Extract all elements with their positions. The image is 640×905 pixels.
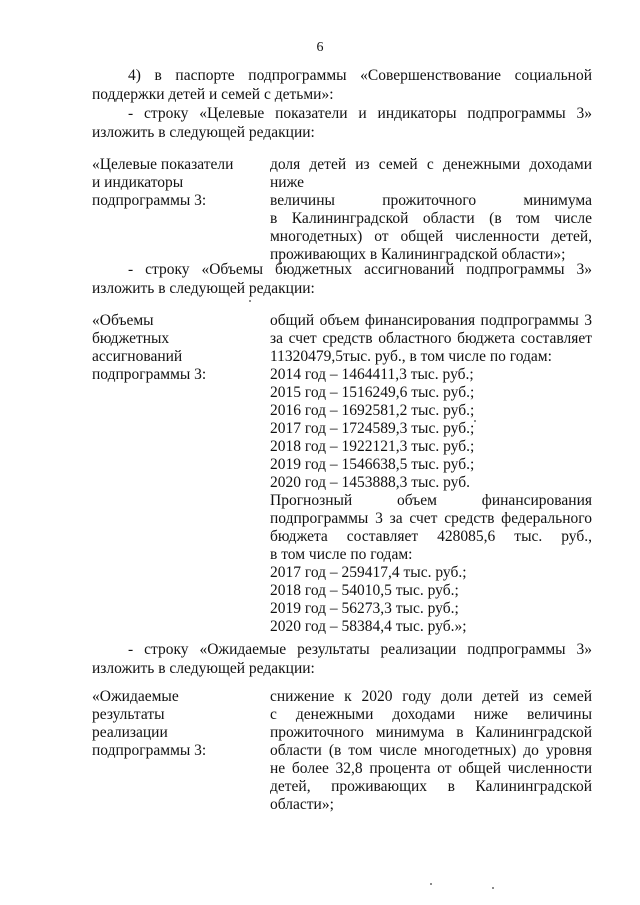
value-line: бюджета составляет 428085,6 тыс. руб., <box>270 528 592 545</box>
value-line: многодетных) от общей численности детей, <box>270 228 592 245</box>
value-line: 11320479,5тыс. руб., в том числе по годам: <box>270 348 552 365</box>
row-label <box>92 312 252 384</box>
value-line: детей, проживающих в Калининградской <box>270 778 592 795</box>
page-number: 6 <box>316 40 324 55</box>
year-line: 2020 год – 58384,4 тыс. руб.»; <box>270 618 467 635</box>
item-4-paragraph <box>92 66 592 142</box>
label-line: подпрограммы 3: <box>92 366 207 383</box>
year-line: 2020 год – 1453888,3 тыс. руб. <box>270 474 470 491</box>
row-label <box>92 156 252 210</box>
scan-speck <box>249 300 251 302</box>
text-line: изложить в следующей редакции: <box>92 280 315 297</box>
text-line: 4) в паспорте подпрограммы «Совершенствование социальной <box>128 67 592 84</box>
value-line: общий объем финансирования подпрограммы 3 <box>270 312 592 329</box>
value-line: величины прожиточного минимума <box>270 192 592 209</box>
value-line: в том числе по годам: <box>270 546 413 563</box>
scan-speck <box>492 887 494 889</box>
label-line: «Целевые показатели <box>92 156 234 173</box>
label-line: реализации <box>92 724 168 741</box>
year-line: 2019 год – 56273,3 тыс. руб.; <box>270 600 459 617</box>
text-line: - строку «Объемы бюджетных ассигнований подпрограммы 3» <box>128 261 592 278</box>
year-line: 2014 год – 1464411,3 тыс. руб.; <box>270 366 474 383</box>
value-line: области»; <box>270 796 334 813</box>
value-line: не более 32,8 процента от общей численности <box>270 760 592 777</box>
text-line: поддержки детей и семей с детьми»: <box>92 86 334 103</box>
row-label <box>92 688 252 760</box>
text-line: - строку «Ожидаемые результаты реализации подпрограммы 3» <box>128 641 592 658</box>
instruction-results <box>92 640 592 678</box>
year-line: 2015 год – 1516249,6 тыс. руб.; <box>270 384 475 401</box>
value-line: прожиточного минимума в Калининградской <box>270 724 592 741</box>
scan-speck <box>474 420 476 422</box>
label-line: ассигнований <box>92 348 183 365</box>
text-line: - строку «Целевые показатели и индикаторы подпрограммы 3» <box>128 105 592 122</box>
row-value <box>270 156 592 264</box>
label-line: результаты <box>92 706 165 723</box>
value-line: в Калининградской области (в том числе <box>270 210 592 227</box>
text-line: изложить в следующей редакции: <box>92 124 315 141</box>
value-line: за счет средств областного бюджета составляет <box>270 330 592 347</box>
row-value <box>270 688 592 814</box>
row-value <box>270 312 592 636</box>
label-line: «Ожидаемые <box>92 688 179 705</box>
year-line: 2016 год – 1692581,2 тыс. руб.; <box>270 402 475 419</box>
label-line: подпрограммы 3: <box>92 192 207 209</box>
year-line: 2019 год – 1546638,5 тыс. руб.; <box>270 456 475 473</box>
value-line: подпрограммы 3 за счет средств федерального <box>270 510 592 527</box>
value-line: снижение к 2020 году доли детей из семей <box>270 688 592 705</box>
value-line: с денежными доходами ниже величины <box>270 706 592 723</box>
text-line: изложить в следующей редакции: <box>92 660 315 677</box>
scan-speck <box>430 883 432 885</box>
label-line: подпрограммы 3: <box>92 742 207 759</box>
value-line: доля детей из семей с денежными доходами ниже <box>270 156 592 191</box>
label-line: «Объемы <box>92 312 154 329</box>
value-line: Прогнозный объем финансирования <box>270 492 592 509</box>
instruction-budget <box>92 260 592 298</box>
year-line: 2017 год – 259417,4 тыс. руб.; <box>270 564 467 581</box>
value-line: проживающих в Калининградской области»; <box>270 246 566 263</box>
value-line: области (в том числе многодетных) до уровня <box>270 742 592 759</box>
year-line: 2018 год – 54010,5 тыс. руб.; <box>270 582 459 599</box>
year-line: 2017 год – 1724589,3 тыс. руб.; <box>270 420 475 437</box>
year-line: 2018 год – 1922121,3 тыс. руб.; <box>270 438 475 455</box>
label-line: бюджетных <box>92 330 170 347</box>
label-line: и индикаторы <box>92 174 184 191</box>
